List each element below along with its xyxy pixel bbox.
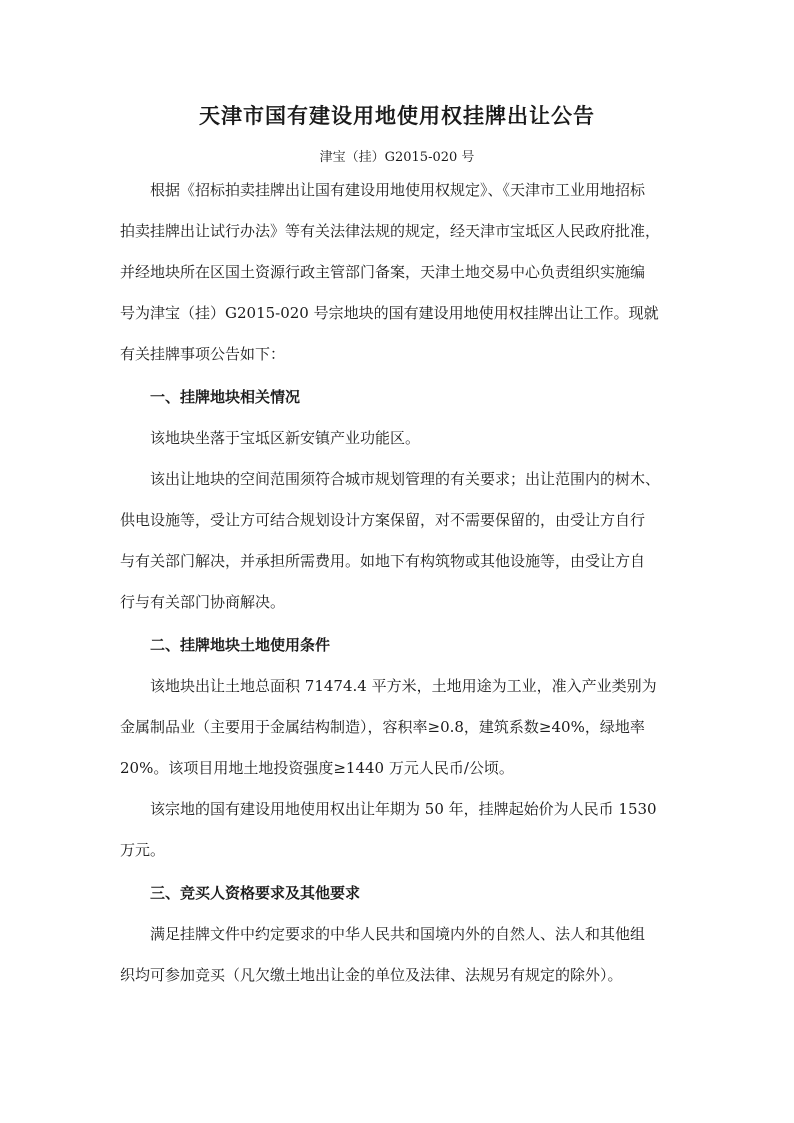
paragraph-line: 20%。该项目用地土地投资强度≥1440 万元人民币/公顷。 [120, 759, 514, 777]
paragraph-line: 金属制品业（主要用于金属结构制造），容积率≥0.8，建筑系数≥40%，绿地率 [120, 718, 645, 736]
paragraph-line: 与有关部门解决，并承担所需费用。如地下有构筑物或其他设施等，由受让方自 [120, 552, 646, 570]
paragraph-line: 织均可参加竞买（凡欠缴土地出让金的单位及法律、法规另有规定的除外）。 [120, 966, 623, 984]
section-heading-2: 二、挂牌地块土地使用条件 [150, 636, 331, 654]
paragraph-line: 供电设施等，受让方可结合规划设计方案保留，对不需要保留的，由受让方自行 [120, 511, 646, 529]
intro-line: 拍卖挂牌出让试行办法》等有关法律法规的规定，经天津市宝坻区人民政府批准， [120, 222, 661, 240]
intro-line: 并经地块所在区国土资源行政主管部门备案，天津土地交易中心负责组织实施编 [120, 263, 646, 281]
intro-line: 号为津宝（挂）G2015-020 号宗地块的国有建设用地使用权挂牌出让工作。现就 [120, 304, 659, 322]
paragraph-line: 满足挂牌文件中约定要求的中华人民共和国境内外的自然人、法人和其他组 [150, 925, 646, 943]
intro-line: 有关挂牌事项公告如下： [120, 345, 286, 363]
section-heading-3: 三、竞买人资格要求及其他要求 [150, 884, 361, 902]
paragraph-line: 该地块坐落于宝坻区新安镇产业功能区。 [150, 429, 421, 447]
paragraph-line: 行与有关部门协商解决。 [120, 593, 286, 611]
paragraph-line: 万元。 [120, 841, 166, 859]
paragraph-line: 该宗地的国有建设用地使用权出让年期为 50 年，挂牌起始价为人民币 1530 [150, 800, 657, 818]
paragraph-line: 该地块出让土地总面积 71474.4 平方米，土地用途为工业，准入产业类别为 [150, 677, 657, 695]
document-title: 天津市国有建设用地使用权挂牌出让公告 [199, 103, 595, 128]
paragraph-line: 该出让地块的空间范围须符合城市规划管理的有关要求；出让范围内的树木、 [150, 470, 661, 488]
section-heading-1: 一、挂牌地块相关情况 [150, 388, 301, 406]
document-number: 津宝（挂）G2015-020 号 [319, 150, 475, 165]
intro-line: 根据《招标拍卖挂牌出让国有建设用地使用权规定》、《天津市工业用地招标 [150, 181, 646, 199]
